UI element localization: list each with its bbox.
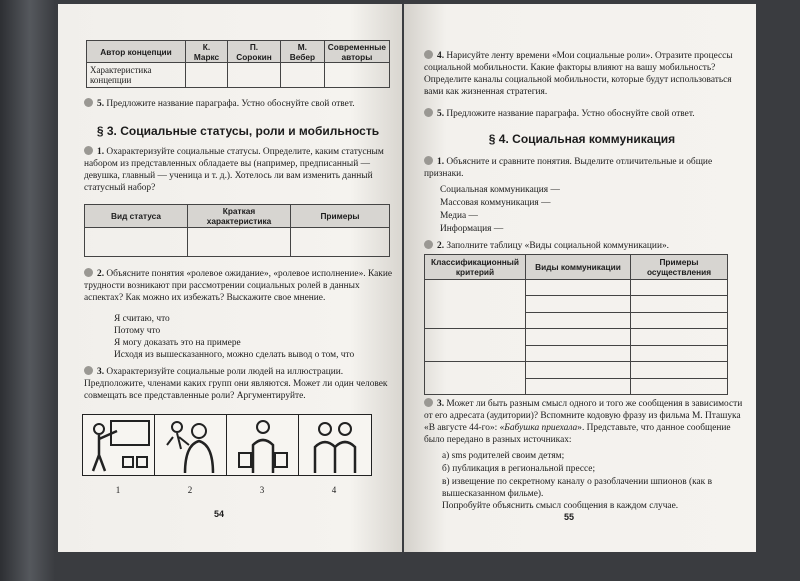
table-cell[interactable] — [526, 296, 631, 312]
concept-author-table — [86, 40, 390, 88]
status-table — [84, 204, 390, 257]
task-1: 1. Охарактеризуйте социальные статусы. Определите, каким статусным набором из представленных обладаете вы (например, предписанный — девушка, главный — ученица и т. д.). Хотелось ли вам изменить данный статусный набор? — [84, 147, 384, 193]
phrase-3: Я могу доказать это на примере — [114, 338, 241, 348]
phrase-2: Потому что — [114, 326, 161, 336]
task-marker-icon — [424, 398, 433, 407]
table-cell[interactable] — [631, 280, 728, 296]
table-cell[interactable] — [631, 378, 728, 395]
term-3: Медиа — — [440, 211, 478, 221]
table-header: Классификационный критерий — [425, 255, 526, 280]
task-5: 5. Предложите название параграфа. Устно обоснуйте свой ответ. — [424, 108, 744, 120]
table-cell[interactable] — [291, 228, 390, 257]
task-marker-icon — [424, 50, 433, 59]
term-4: Информация — — [440, 224, 504, 234]
task-2: 2. Заполните таблицу «Виды социальной коммуникации». — [424, 240, 744, 252]
section-heading: § 4. Социальная коммуникация — [488, 132, 676, 146]
caption-4: 4 — [331, 485, 337, 495]
page-number: 55 — [564, 512, 575, 522]
page-number: 54 — [214, 509, 225, 519]
task-3: 3. Охарактеризуйте социальные роли людей на иллюстрации. Предположите, членами каких групп они являются. Может ли один человек совмещать все представленные роли? Аргументируйте. — [84, 367, 388, 401]
table-cell[interactable] — [526, 329, 631, 346]
right-page — [404, 4, 756, 552]
caption-3: 3 — [259, 485, 265, 495]
caption-1: 1 — [115, 485, 121, 495]
source-c: в) извещение по секретному каналу о разоблачении шпионов (как в вышесказанном фильме). — [442, 477, 713, 499]
table-cell[interactable] — [526, 312, 631, 328]
task-1: 1. Объясните и сравните понятия. Выделите отличительные и общие признаки. — [424, 157, 713, 179]
shopper-icon — [227, 415, 299, 475]
table-cell[interactable] — [425, 329, 526, 362]
table-cell[interactable] — [280, 63, 324, 88]
table-cell: Характеристика концепции — [87, 63, 186, 88]
section-heading: § 3. Социальные статусы, роли и мобильность — [96, 124, 380, 138]
illustration-shopper — [226, 414, 300, 476]
table-header: Автор концепции — [87, 41, 186, 63]
task-marker-icon — [424, 240, 433, 249]
table-cell[interactable] — [188, 228, 291, 257]
term-1: Социальная коммуникация — — [440, 185, 560, 195]
table-cell[interactable] — [631, 345, 728, 362]
task-marker-icon — [424, 156, 433, 165]
table-cell[interactable] — [631, 362, 728, 379]
phrase-4: Исходя из вышесказанного, можно сделать вывод о том, что — [114, 350, 355, 360]
term-2: Массовая коммуникация — — [440, 198, 551, 208]
table-header: П. Сорокин — [227, 41, 280, 63]
table-header: Вид статуса — [85, 205, 188, 228]
source-b: б) публикация в региональной прессе; — [442, 464, 596, 474]
table-cell[interactable] — [186, 63, 228, 88]
table-cell[interactable] — [425, 362, 526, 395]
parent-child-icon — [155, 415, 227, 475]
task-marker-icon — [84, 268, 93, 277]
table-cell[interactable] — [324, 63, 389, 88]
table-cell[interactable] — [526, 362, 631, 379]
table-cell[interactable] — [631, 312, 728, 328]
task-5: 5. Предложите название параграфа. Устно обоснуйте свой ответ. — [84, 98, 394, 110]
table-header: К. Маркс — [186, 41, 228, 63]
source-a: а) sms родителей своим детям; — [442, 451, 565, 461]
task-marker-icon — [84, 98, 93, 107]
phrase-1: Я считаю, что — [114, 314, 170, 324]
caption-2: 2 — [187, 485, 193, 495]
table-cell[interactable] — [631, 329, 728, 346]
closing-instruction: Попробуйте объяснить смысл сообщения в каждом случае. — [442, 501, 679, 511]
illustration-couple — [298, 414, 372, 476]
table-cell[interactable] — [85, 228, 188, 257]
couple-icon — [299, 415, 371, 475]
illustration-teacher — [82, 414, 156, 476]
table-header: М. Вебер — [280, 41, 324, 63]
illustration-father — [154, 414, 228, 476]
table-header: Примеры — [291, 205, 390, 228]
table-cell[interactable] — [526, 378, 631, 395]
table-cell[interactable] — [631, 296, 728, 312]
communication-types-table — [424, 254, 728, 395]
teacher-icon — [83, 415, 155, 475]
left-page — [58, 4, 402, 552]
table-header: Современные авторы — [324, 41, 389, 63]
table-cell[interactable] — [425, 280, 526, 329]
task-4: 4. Нарисуйте ленту времени «Мои социальные роли». Отразите процессы социальной мобильности. Какие факторы влияют на вашу мобильность? Определите каналы социальной мобильности, которые будут использоваться вами как жизненная стратегия. — [424, 51, 733, 97]
table-header: Виды коммуникации — [526, 255, 631, 280]
task-marker-icon — [84, 146, 93, 155]
task-3: 3. Может ли быть разным смысл одного и того же сообщения в зависимости от его адресата (аудитории)? Вспомните кодовую фразу из фильма М. Пташука «В августе 44-го»: «Бабушка приехала». Представьте, что данное сообщение было передано в разных источниках: — [424, 399, 743, 445]
table-header: Примеры осуществления — [631, 255, 728, 280]
task-marker-icon — [84, 366, 93, 375]
task-marker-icon — [424, 108, 433, 117]
table-cell[interactable] — [227, 63, 280, 88]
table-cell[interactable] — [526, 280, 631, 296]
task-2: 2. Объясните понятия «ролевое ожидание», «ролевое исполнение». Какие трудности возникают при рассмотрении социальных ролей в данных аспектах? Как можно их избежать? Выскажите свое мнение. — [84, 269, 392, 303]
table-cell[interactable] — [526, 345, 631, 362]
table-header: Краткая характеристика — [188, 205, 291, 228]
